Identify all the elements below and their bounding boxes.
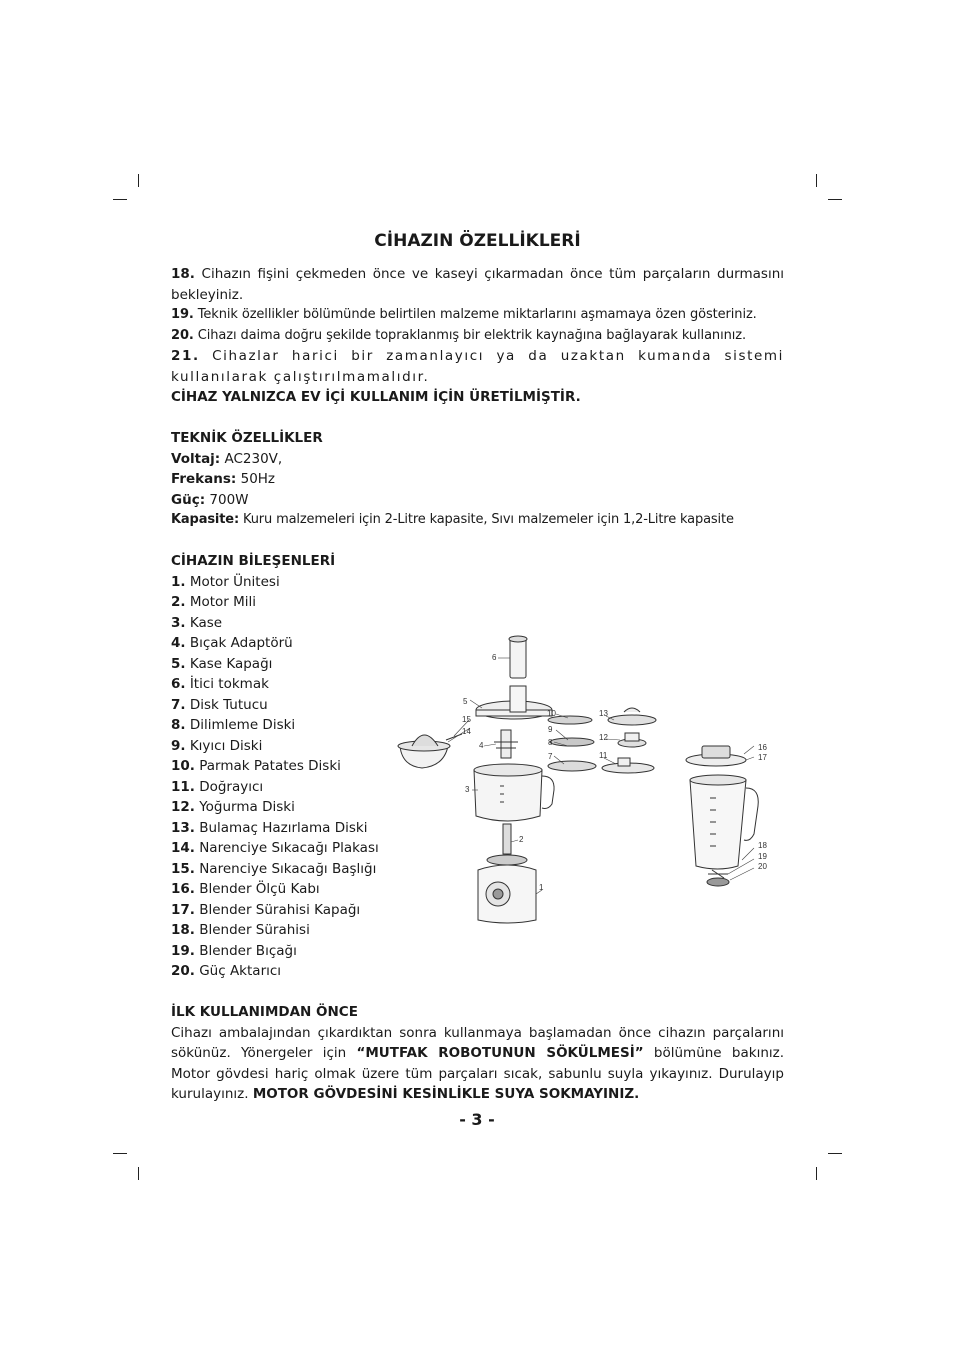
item-number: 9.: [171, 737, 186, 754]
diagram-label: 5: [463, 697, 468, 706]
warning-text: Teknik özellikler bölümünde belirtilen malzeme miktarlarını aşmamaya özen gösteriniz.: [193, 307, 757, 322]
first-use-text-part: bölümüne bakınız. Motor gövdesi hariç olmak üzere tüm parçaları sıcak, sabunlu suyla yıkayınız. Durulayıp kurulayınız.: [171, 1045, 785, 1102]
spec-label: Kapasite:: [171, 512, 239, 527]
item-name: Parmak Patates Diski: [194, 758, 341, 774]
spec-item: [171, 449, 784, 470]
components-diagram: [392, 628, 777, 933]
list-item: [171, 941, 784, 962]
first-use-text: [171, 1023, 784, 1105]
item-name: Blender Sürahisi: [194, 922, 310, 938]
item-name: Dilimleme Diski: [185, 717, 296, 733]
spec-item: [171, 490, 784, 511]
diagram-label: 6: [492, 653, 497, 662]
spec-value: 50Hz: [236, 471, 276, 487]
spec-item: [171, 510, 784, 531]
spec-value: Kuru malzemeleri için 2-Litre kapasite, Sıvı malzemeler için 1,2-Litre kapasite: [239, 512, 734, 527]
diagram-label: 14: [462, 727, 471, 736]
diagram-label: 18: [758, 841, 767, 850]
diagram-label: 13: [599, 709, 608, 718]
item-name: Narenciye Sıkacağı Başlığı: [194, 860, 377, 877]
spec-label: Voltaj:: [171, 450, 221, 467]
crop-mark: [816, 174, 817, 187]
item-number: 6.: [171, 676, 186, 692]
spec-item: [171, 469, 784, 490]
item-number: 8.: [171, 717, 186, 733]
item-number: 14.: [171, 840, 195, 856]
warning-number: 20.: [171, 327, 194, 343]
list-item: [171, 572, 784, 593]
item-name: Kase: [185, 614, 223, 631]
crop-mark: [828, 1153, 842, 1154]
item-name: Motor Mili: [185, 594, 257, 610]
crop-mark: [138, 1167, 139, 1180]
item-number: 7.: [171, 696, 186, 713]
diagram-label: 12: [599, 733, 608, 742]
section-reference: “MUTFAK ROBOTUNUN SÖKÜLMESİ”: [356, 1045, 644, 1061]
first-use-heading: İLK KULLANIMDAN ÖNCE: [171, 1004, 358, 1020]
item-name: Disk Tutucu: [185, 696, 268, 713]
diagram-label: 10: [547, 709, 556, 718]
item-name: Blender Ölçü Kabı: [194, 881, 320, 897]
specs-heading: TEKNİK ÖZELLİKLER: [171, 430, 323, 446]
diagram-label: 15: [462, 715, 471, 724]
item-number: 12.: [171, 799, 195, 815]
household-use-note: CİHAZ YALNIZCA EV İÇİ KULLANIM İÇİN ÜRETİLMİŞTİR.: [171, 389, 581, 405]
spec-label: Güç:: [171, 491, 206, 508]
diagram-label: 8: [548, 738, 553, 747]
diagram-label: 4: [479, 741, 484, 750]
crop-mark: [816, 1167, 817, 1180]
list-item: [171, 961, 784, 982]
item-name: Bıçak Adaptörü: [185, 635, 293, 651]
item-number: 1.: [171, 573, 186, 590]
crop-mark: [828, 199, 842, 200]
list-item: [171, 592, 784, 613]
warning-item: [171, 305, 784, 326]
crop-mark: [138, 174, 139, 187]
item-name: Narenciye Sıkacağı Plakası: [194, 840, 379, 856]
item-name: Güç Aktarıcı: [194, 963, 282, 979]
item-number: 5.: [171, 655, 186, 672]
item-name: Blender Sürahisi Kapağı: [194, 901, 361, 918]
first-use-text-part: Cihazı ambalajından çıkardıktan sonra kullanmaya başlamadan önce cihazın parçalarını sökünüz. Yönergeler için: [171, 1024, 784, 1061]
spec-label: Frekans:: [171, 471, 237, 487]
item-name: Doğrayıcı: [194, 778, 264, 795]
item-name: Kase Kapağı: [185, 655, 273, 672]
diagram-label: 19: [758, 852, 767, 861]
water-warning: MOTOR GÖVDESİNİ KESİNLİKLE SUYA SOKMAYINIZ.: [252, 1086, 640, 1102]
spec-value: 700W: [205, 491, 249, 508]
diagram-label: 16: [758, 743, 767, 752]
components-heading: CİHAZIN BİLEŞENLERİ: [171, 553, 336, 569]
item-name: Motor Ünitesi: [185, 573, 280, 590]
warning-text: Cihazın fişini çekmeden önce ve kaseyi çıkarmadan önce tüm parçaların durmasını bekleyiniz.: [171, 266, 784, 303]
warning-number: 18.: [171, 266, 195, 282]
diagram-label: 2: [519, 835, 524, 844]
diagram-label: 11: [599, 751, 608, 760]
diagram-label: 9: [548, 725, 553, 734]
diagram-label: 20: [758, 862, 767, 871]
item-name: İtici tokmak: [185, 676, 269, 692]
diagram-label: 17: [758, 753, 767, 762]
warning-item: [171, 346, 784, 387]
warning-number: 21.: [171, 348, 200, 364]
diagram-label: 3: [465, 785, 470, 794]
item-name: Bulamaç Hazırlama Diski: [194, 819, 368, 836]
warning-number: 19.: [171, 307, 194, 322]
page-number: - 3 -: [459, 1110, 495, 1129]
warning-item: [171, 264, 784, 305]
item-number: 16.: [171, 881, 195, 897]
diagram-label: 1: [539, 883, 544, 892]
warning-text: Cihazı daima doğru şekilde topraklanmış bir elektrik kaynağına bağlayarak kullanınız.: [193, 327, 746, 343]
spec-value: AC230V,: [220, 450, 283, 467]
item-number: 10.: [171, 758, 195, 774]
item-number: 17.: [171, 901, 195, 918]
item-number: 15.: [171, 860, 195, 877]
crop-mark: [113, 1153, 127, 1154]
item-number: 3.: [171, 614, 186, 631]
diagram-label: 7: [548, 752, 553, 761]
crop-mark: [113, 199, 127, 200]
item-number: 19.: [171, 942, 195, 959]
item-name: Blender Bıçağı: [194, 942, 297, 959]
item-number: 4.: [171, 635, 186, 651]
warning-text: Cihazlar harici bir zamanlayıcı ya da uzaktan kumanda sistemi kullanılarak çalıştırılmamalıdır.: [171, 348, 784, 385]
warning-item: [171, 326, 784, 347]
item-number: 2.: [171, 594, 186, 610]
page-title: CİHAZIN ÖZELLİKLERİ: [374, 231, 581, 251]
item-number: 13.: [171, 819, 195, 836]
item-name: Kıyıcı Diski: [185, 737, 263, 754]
item-number: 20.: [171, 963, 195, 979]
item-number: 18.: [171, 922, 195, 938]
item-number: 11.: [171, 778, 195, 795]
item-name: Yoğurma Diski: [194, 799, 295, 815]
